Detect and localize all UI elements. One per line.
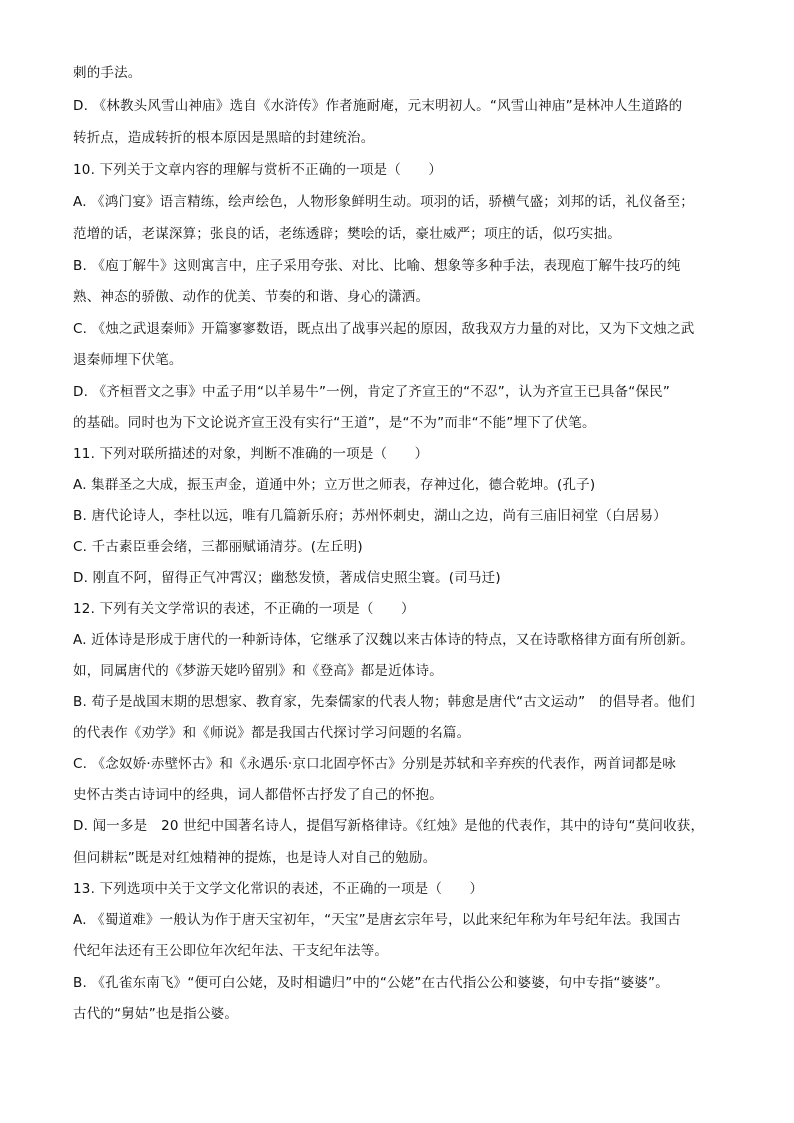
text-line-26: 但问耕耘”既是对红烛精神的提炼，也是诗人对自己的勉励。 xyxy=(73,850,437,866)
text-line-17: D. 刚直不阿，留得正气冲霄汉；幽愁发愤，著成信史照尘寰。(司马迁) xyxy=(73,570,501,586)
question-13-stem: 13. 下列选项中关于文学文化常识的表述，不正确的一项是（ ） xyxy=(73,881,484,897)
text-line-16: C. 千古素臣垂会绪，三都丽赋诵清芬。(左丘明) xyxy=(73,539,363,555)
text-line-1: 刺的手法。 xyxy=(73,65,142,81)
text-line-24: 史怀古类古诗词中的经典，词人都借怀古抒发了自己的怀抱。 xyxy=(73,787,443,803)
text-line-20: 如，同属唐代的《梦游天姥吟留别》和《登高》都是近体诗。 xyxy=(73,663,443,679)
text-line-8: 熟、神态的骄傲、动作的优美、节奏的和谐、身心的潇洒。 xyxy=(73,289,430,305)
text-line-2: D. 《林教头风雪山神庙》选自《水浒传》作者施耐庵，元末明初人。“风雪山神庙”是林冲人生道路的 xyxy=(73,98,683,114)
text-line-10: 退秦师埋下伏笔。 xyxy=(73,352,183,368)
text-line-22: 的代表作《劝学》和《师说》都是我国古代探讨学习问题的名篇。 xyxy=(73,725,471,741)
text-line-30: B. 《孔雀东南飞》“便可白公姥，及时相谴归”中的“公姥”在古代指公公和婆婆，句中专指“婆婆”。 xyxy=(73,975,669,991)
text-line-25: D. 闻一多是 20 世纪中国著名诗人，提倡写新格律诗。《红烛》是他的代表作，其中的诗句“莫问收获， xyxy=(73,818,705,834)
text-line-31: 古代的“舅姑”也是指公婆。 xyxy=(73,1006,239,1022)
text-line-12: 的基础。同时也为下文论说齐宣王没有实行“王道”，是“不为”而非“不能”埋下了伏笔。 xyxy=(73,415,596,431)
question-11-stem: 11. 下列对联所描述的对象，判断不准确的一项是（ ） xyxy=(73,446,429,462)
text-line-19: A. 近体诗是形成于唐代的一种新诗体，它继承了汉魏以来古体诗的特点，又在诗歌格律方面有所创新。 xyxy=(73,632,694,648)
text-line-29: 代纪年法还有王公即位年次纪年法、干支纪年法等。 xyxy=(73,943,389,959)
text-line-3: 转折点，造成转折的根本原因是黑暗的封建统治。 xyxy=(73,130,375,146)
text-line-15: B. 唐代论诗人，李杜以远，唯有几篇新乐府；苏州怀刺史，湖山之边，尚有三庙旧祠堂（白居易） xyxy=(73,508,667,524)
text-line-9: C. 《烛之武退秦师》开篇寥寥数语，既点出了战事兴起的原因，敌我双方力量的对比，又为下文烛之武 xyxy=(73,321,695,337)
text-line-23: C. 《念奴娇·赤壁怀古》和《永遇乐·京口北固亭怀古》分别是苏轼和辛弃疾的代表作，两首词都是咏 xyxy=(73,756,676,772)
text-line-6: 范增的话，老谋深算；张良的话，老练透辟；樊哙的话，豪壮威严；项庄的话，似巧实拙。 xyxy=(73,226,621,242)
text-line-14: A. 集群圣之大成，振玉声金，道通中外；立万世之师表，存神过化，德合乾坤。(孔子) xyxy=(73,477,596,493)
text-line-21: B. 荀子是战国末期的思想家、教育家，先秦儒家的代表人物；韩愈是唐代“古文运动” 的倡导者。他们 xyxy=(73,694,695,710)
question-10-stem: 10. 下列关于文章内容的理解与赏析不正确的一项是（ ） xyxy=(73,162,443,178)
text-line-11: D. 《齐桓晋文之事》中孟子用“以羊易牛”一例，肯定了齐宣王的“不忍”，认为齐宣王已具备“保民” xyxy=(73,384,671,400)
text-line-28: A. 《蜀道难》一般认为作于唐天宝初年，“天宝”是唐玄宗年号，以此来纪年称为年号纪年法。我国古 xyxy=(73,912,681,928)
text-line-7: B. 《庖丁解牛》这则寓言中，庄子采用夸张、对比、比喻、想象等多种手法，表现庖丁解牛技巧的纯 xyxy=(73,258,681,274)
text-line-5: A. 《鸿门宴》语言精练，绘声绘色，人物形象鲜明生动。项羽的话，骄横气盛；刘邦的话，礼仪备至； xyxy=(73,194,694,210)
question-12-stem: 12. 下列有关文学常识的表述，不正确的一项是（ ） xyxy=(73,601,415,617)
